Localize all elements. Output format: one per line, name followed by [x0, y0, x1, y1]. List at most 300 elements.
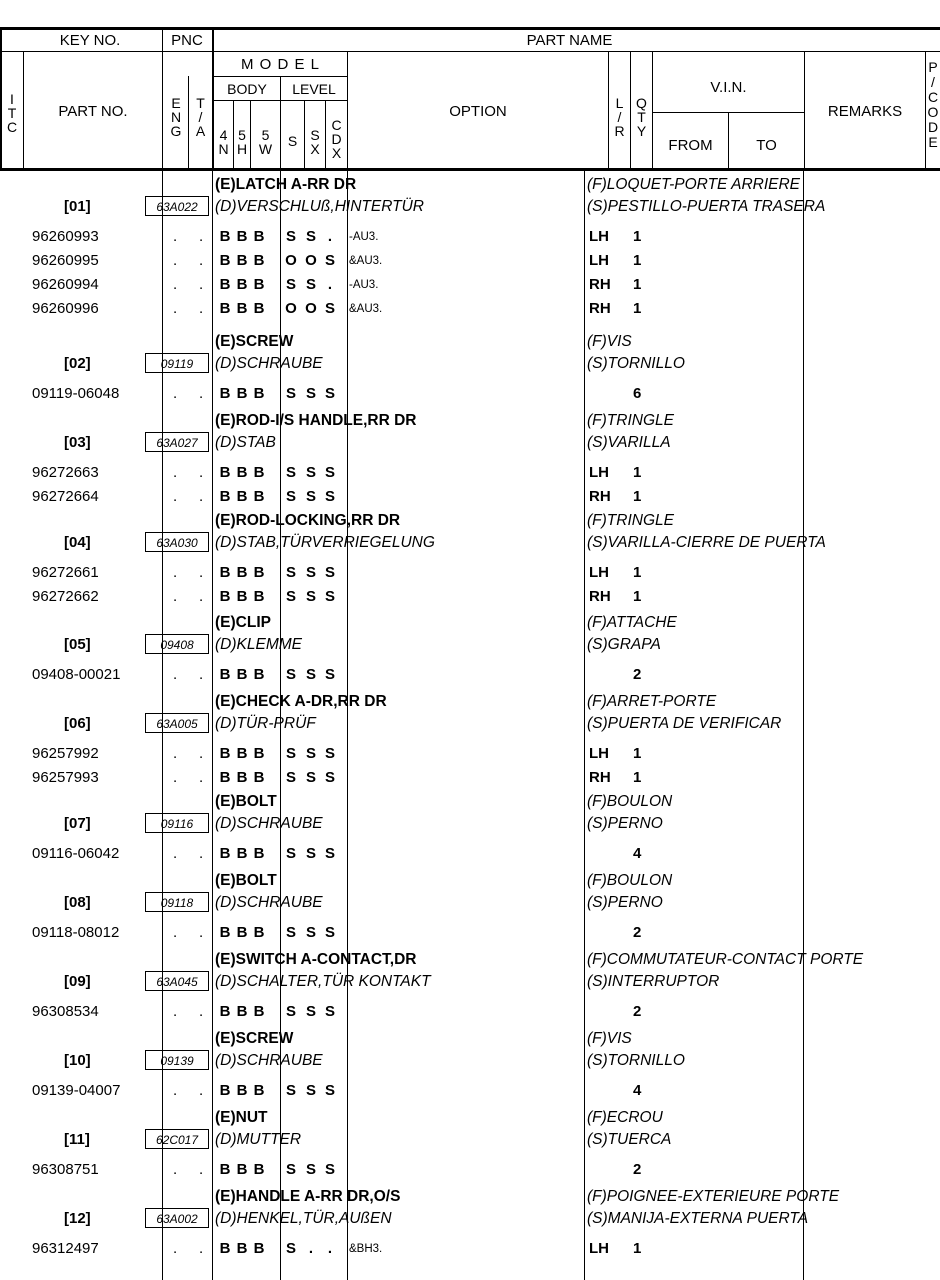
- body-5h-mark: B: [236, 464, 248, 481]
- body-4n-mark: B: [219, 564, 231, 581]
- header-body-4n: 4 N: [218, 127, 229, 157]
- header-option: OPTION: [449, 103, 507, 120]
- body-4n-mark: B: [219, 228, 231, 245]
- part-name-english: (E)BOLT: [215, 872, 277, 889]
- ta-empty: .: [199, 385, 204, 402]
- quantity: 1: [633, 745, 642, 762]
- body-v-option: [584, 168, 585, 1280]
- key-number: [03]: [64, 434, 91, 451]
- part-name-english: (E)NUT: [215, 1109, 268, 1126]
- quantity: 4: [633, 1082, 642, 1099]
- body-5w-mark: B: [253, 488, 265, 505]
- header-level-cdx: C D X: [331, 117, 342, 161]
- part-number: 09139-04007: [32, 1082, 121, 1099]
- table-row: [0, 1161, 940, 1185]
- left-right: RH: [589, 300, 611, 317]
- header-level-sx: S X: [310, 127, 320, 157]
- body-5h-mark: B: [236, 588, 248, 605]
- part-name-spanish: (S)MANIJA-EXTERNA PUERTA: [587, 1210, 809, 1227]
- key-number: [08]: [64, 894, 91, 911]
- quantity: 1: [633, 588, 642, 605]
- part-name-german: (D)MUTTER: [215, 1131, 302, 1148]
- body-5w-mark: B: [253, 252, 265, 269]
- body-5w-mark: B: [253, 464, 265, 481]
- key-number: [12]: [64, 1210, 91, 1227]
- part-name-french: (F)VIS: [587, 1030, 632, 1047]
- level-sx-mark: S: [305, 228, 316, 245]
- key-number: [04]: [64, 534, 91, 551]
- ta-empty: .: [199, 228, 204, 245]
- body-4n-mark: B: [219, 745, 231, 762]
- part-name-english: (E)ROD-I/S HANDLE,RR DR: [215, 412, 417, 429]
- level-s-mark: S: [285, 228, 296, 245]
- table-row: [0, 564, 940, 588]
- eng-empty: .: [173, 252, 178, 269]
- body-5h-mark: B: [236, 924, 248, 941]
- body-5w-mark: B: [253, 228, 265, 245]
- level-sx-mark: S: [305, 666, 316, 683]
- header-top-rule: [0, 27, 940, 30]
- part-number: 96272663: [32, 464, 99, 481]
- pnc-code: 63A022: [145, 196, 209, 216]
- body-4n-mark: B: [219, 1240, 231, 1257]
- level-s-mark: S: [285, 385, 296, 402]
- level-s-mark: S: [285, 276, 296, 293]
- eng-empty: .: [173, 300, 178, 317]
- level-cdx-mark: .: [327, 1240, 333, 1257]
- level-cdx-mark: S: [324, 845, 335, 862]
- level-cdx-mark: S: [324, 252, 335, 269]
- header-rule-1: [0, 51, 940, 52]
- pnc-code: 63A030: [145, 532, 209, 552]
- header-level-s: S: [287, 133, 298, 149]
- header-body-5h: 5 H: [236, 127, 248, 157]
- level-sx-mark: S: [305, 1082, 316, 1099]
- level-sx-mark: O: [305, 300, 317, 317]
- ta-empty: .: [199, 300, 204, 317]
- header-vin-from: FROM: [668, 137, 713, 154]
- level-cdx-mark: S: [324, 666, 335, 683]
- table-row: [0, 666, 940, 690]
- part-name-german: (D)SCHALTER,TÜR KONTAKT: [215, 973, 431, 990]
- level-cdx-mark: S: [324, 488, 335, 505]
- body-5h-mark: B: [236, 1003, 248, 1020]
- eng-empty: .: [173, 564, 178, 581]
- part-number: 96260996: [32, 300, 99, 317]
- header-eng: E N G: [170, 95, 182, 139]
- body-5w-mark: B: [253, 385, 265, 402]
- part-name-french: (F)ARRET-PORTE: [587, 693, 717, 710]
- table-row: [0, 228, 940, 252]
- option-code: -AU3.: [349, 279, 379, 291]
- body-5h-mark: B: [236, 252, 248, 269]
- pnc-code: 63A002: [145, 1208, 209, 1228]
- part-number: 96260994: [32, 276, 99, 293]
- body-5h-mark: B: [236, 845, 248, 862]
- eng-empty: .: [173, 228, 178, 245]
- body-4n-mark: B: [219, 276, 231, 293]
- header-model: M O D E L: [240, 56, 320, 73]
- level-sx-mark: S: [305, 769, 316, 786]
- left-right: RH: [589, 276, 611, 293]
- ta-empty: .: [199, 1003, 204, 1020]
- quantity: 1: [633, 228, 642, 245]
- header-key-no: KEY NO.: [59, 32, 121, 49]
- part-number: 96308534: [32, 1003, 99, 1020]
- body-5h-mark: B: [236, 564, 248, 581]
- table-row: [0, 488, 940, 512]
- part-number: 96312497: [32, 1240, 99, 1257]
- level-sx-mark: S: [305, 276, 316, 293]
- left-right: LH: [589, 464, 609, 481]
- part-name-english: (E)CLIP: [215, 614, 271, 631]
- level-s-mark: S: [285, 845, 296, 862]
- ta-empty: .: [199, 769, 204, 786]
- header-body: BODY: [227, 81, 267, 97]
- ta-empty: .: [199, 845, 204, 862]
- level-sx-mark: S: [305, 385, 316, 402]
- table-row: [0, 1003, 940, 1027]
- table-row: [0, 1082, 940, 1106]
- level-cdx-mark: S: [324, 564, 335, 581]
- table-row: [0, 845, 940, 869]
- pnc-code: 63A027: [145, 432, 209, 452]
- part-name-spanish: (S)PUERTA DE VERIFICAR: [587, 715, 782, 732]
- level-s-mark: S: [285, 564, 296, 581]
- level-cdx-mark: S: [324, 745, 335, 762]
- body-4n-mark: B: [219, 1161, 231, 1178]
- eng-empty: .: [173, 666, 178, 683]
- part-name-spanish: (S)PERNO: [587, 894, 663, 911]
- body-5w-mark: B: [253, 564, 265, 581]
- part-name-german: (D)VERSCHLUß,HINTERTÜR: [215, 198, 424, 215]
- part-name-german: (D)SCHRAUBE: [215, 815, 323, 832]
- part-name-french: (F)POIGNEE-EXTERIEURE PORTE: [587, 1188, 840, 1205]
- level-cdx-mark: S: [324, 1082, 335, 1099]
- header-vin: V.I.N.: [710, 79, 747, 96]
- header-body-5w: 5 W: [258, 127, 273, 157]
- pnc-code: 09139: [145, 1050, 209, 1070]
- eng-empty: .: [173, 588, 178, 605]
- part-name-spanish: (S)GRAPA: [587, 636, 661, 653]
- pnc-code: 09408: [145, 634, 209, 654]
- level-s-mark: O: [285, 300, 297, 317]
- pnc-code: 63A045: [145, 971, 209, 991]
- part-name-english: (E)CHECK A-DR,RR DR: [215, 693, 387, 710]
- part-number: 96272664: [32, 488, 99, 505]
- level-s-mark: S: [285, 488, 296, 505]
- key-number: [09]: [64, 973, 91, 990]
- level-s-mark: S: [285, 666, 296, 683]
- header-level: LEVEL: [292, 81, 336, 97]
- ta-empty: .: [199, 1082, 204, 1099]
- left-right: LH: [589, 1240, 609, 1257]
- key-number: [05]: [64, 636, 91, 653]
- eng-empty: .: [173, 488, 178, 505]
- table-row: [0, 276, 940, 300]
- body-4n-mark: B: [219, 385, 231, 402]
- eng-empty: .: [173, 845, 178, 862]
- body-5w-mark: B: [253, 666, 265, 683]
- level-cdx-mark: S: [324, 300, 335, 317]
- option-code: -AU3.: [349, 231, 379, 243]
- table-row: [0, 300, 940, 324]
- quantity: 1: [633, 769, 642, 786]
- table-row: [0, 588, 940, 612]
- part-name-french: (F)ECROU: [587, 1109, 663, 1126]
- body-5h-mark: B: [236, 276, 248, 293]
- body-4n-mark: B: [219, 1003, 231, 1020]
- part-number: 96308751: [32, 1161, 99, 1178]
- key-number: [06]: [64, 715, 91, 732]
- level-sx-mark: S: [305, 488, 316, 505]
- part-number: 09119-06048: [32, 385, 120, 402]
- level-sx-mark: S: [305, 564, 316, 581]
- left-right: RH: [589, 588, 611, 605]
- body-5w-mark: B: [253, 588, 265, 605]
- table-row: [0, 464, 940, 488]
- pnc-code: 63A005: [145, 713, 209, 733]
- part-number: 96272662: [32, 588, 99, 605]
- level-cdx-mark: .: [327, 276, 333, 293]
- header-qty: Q T Y: [636, 95, 647, 139]
- part-name-english: (E)SCREW: [215, 333, 294, 350]
- eng-empty: .: [173, 1003, 178, 1020]
- body-5h-mark: B: [236, 1161, 248, 1178]
- part-number: 96260995: [32, 252, 99, 269]
- part-name-english: (E)ROD-LOCKING,RR DR: [215, 512, 401, 529]
- eng-empty: .: [173, 1161, 178, 1178]
- quantity: 4: [633, 845, 642, 862]
- table-row: [0, 745, 940, 769]
- eng-empty: .: [173, 385, 178, 402]
- body-4n-mark: B: [219, 588, 231, 605]
- ta-empty: .: [199, 488, 204, 505]
- ta-empty: .: [199, 252, 204, 269]
- quantity: 1: [633, 300, 642, 317]
- level-s-mark: S: [285, 745, 296, 762]
- part-number: 96257993: [32, 769, 99, 786]
- part-name-spanish: (S)PERNO: [587, 815, 663, 832]
- part-name-french: (F)TRINGLE: [587, 512, 674, 529]
- ta-empty: .: [199, 1161, 204, 1178]
- left-right: LH: [589, 252, 609, 269]
- body-5w-mark: B: [253, 1161, 265, 1178]
- body-4n-mark: B: [219, 488, 231, 505]
- body-4n-mark: B: [219, 464, 231, 481]
- body-5h-mark: B: [236, 1240, 248, 1257]
- part-number: 96257992: [32, 745, 99, 762]
- level-sx-mark: S: [305, 1161, 316, 1178]
- level-s-mark: S: [285, 1240, 296, 1257]
- body-4n-mark: B: [219, 769, 231, 786]
- header-pnc: PNC: [171, 32, 203, 49]
- part-name-spanish: (S)INTERRUPTOR: [587, 973, 720, 990]
- table-row: [0, 769, 940, 793]
- part-name-french: (F)BOULON: [587, 872, 673, 889]
- option-code: &AU3.: [349, 303, 383, 315]
- level-sx-mark: S: [305, 845, 316, 862]
- key-number: [07]: [64, 815, 91, 832]
- key-number: [10]: [64, 1052, 91, 1069]
- part-name-german: (D)HENKEL,TÜR,AUßEN: [215, 1210, 392, 1227]
- part-name-german: (D)SCHRAUBE: [215, 1052, 323, 1069]
- body-v-pnc: [212, 168, 213, 1280]
- body-4n-mark: B: [219, 300, 231, 317]
- ta-empty: .: [199, 745, 204, 762]
- key-number: [11]: [64, 1131, 90, 1148]
- body-5w-mark: B: [253, 1240, 265, 1257]
- key-number: [01]: [64, 198, 91, 215]
- level-s-mark: S: [285, 769, 296, 786]
- eng-empty: .: [173, 745, 178, 762]
- level-sx-mark: S: [305, 745, 316, 762]
- body-4n-mark: B: [219, 924, 231, 941]
- header-bottom-rule: [0, 168, 940, 171]
- left-right: LH: [589, 228, 609, 245]
- level-s-mark: S: [285, 924, 296, 941]
- part-name-spanish: (S)VARILLA-CIERRE DE PUERTA: [587, 534, 826, 551]
- level-sx-mark: S: [305, 464, 316, 481]
- level-sx-mark: O: [305, 252, 317, 269]
- ta-empty: .: [199, 588, 204, 605]
- quantity: 6: [633, 385, 642, 402]
- body-5w-mark: B: [253, 924, 265, 941]
- part-number: 96260993: [32, 228, 99, 245]
- part-name-german: (D)KLEMME: [215, 636, 302, 653]
- quantity: 2: [633, 1003, 642, 1020]
- level-sx-mark: S: [305, 588, 316, 605]
- level-cdx-mark: S: [324, 464, 335, 481]
- body-5h-mark: B: [236, 488, 248, 505]
- body-5w-mark: B: [253, 845, 265, 862]
- level-s-mark: S: [285, 1003, 296, 1020]
- eng-empty: .: [173, 769, 178, 786]
- part-name-french: (F)LOQUET-PORTE ARRIERE: [587, 176, 801, 193]
- table-row: [0, 252, 940, 276]
- body-v-model: [347, 168, 348, 1280]
- level-cdx-mark: S: [324, 588, 335, 605]
- body-5w-mark: B: [253, 769, 265, 786]
- quantity: 2: [633, 924, 642, 941]
- header-itc: I T C: [6, 91, 18, 135]
- quantity: 1: [633, 564, 642, 581]
- body-5h-mark: B: [236, 666, 248, 683]
- part-name-french: (F)TRINGLE: [587, 412, 674, 429]
- part-name-german: (D)SCHRAUBE: [215, 355, 323, 372]
- level-cdx-mark: S: [324, 769, 335, 786]
- body-4n-mark: B: [219, 1082, 231, 1099]
- body-5h-mark: B: [236, 769, 248, 786]
- left-right: LH: [589, 564, 609, 581]
- part-name-english: (E)HANDLE A-RR DR,O/S: [215, 1188, 401, 1205]
- left-right: RH: [589, 769, 611, 786]
- body-4n-mark: B: [219, 666, 231, 683]
- part-number: 09118-08012: [32, 924, 120, 941]
- table-row: [0, 924, 940, 948]
- part-name-french: (F)COMMUTATEUR-CONTACT PORTE: [587, 951, 864, 968]
- pnc-code: 09118: [145, 892, 209, 912]
- quantity: 1: [633, 276, 642, 293]
- level-s-mark: S: [285, 464, 296, 481]
- level-sx-mark: S: [305, 1003, 316, 1020]
- part-name-english: (E)SCREW: [215, 1030, 294, 1047]
- left-right: LH: [589, 745, 609, 762]
- quantity: 2: [633, 666, 642, 683]
- part-name-spanish: (S)TORNILLO: [587, 355, 685, 372]
- part-name-spanish: (S)VARILLA: [587, 434, 671, 451]
- eng-empty: .: [173, 924, 178, 941]
- part-number: 96272661: [32, 564, 99, 581]
- body-5h-mark: B: [236, 385, 248, 402]
- header-part-name: PART NAME: [526, 32, 613, 49]
- part-name-french: (F)ATTACHE: [587, 614, 677, 631]
- body-5w-mark: B: [253, 1003, 265, 1020]
- level-sx-mark: .: [308, 1240, 314, 1257]
- option-code: &AU3.: [349, 255, 383, 267]
- header-ta: T / A: [195, 95, 206, 139]
- header-remarks: REMARKS: [827, 103, 903, 120]
- quantity: 1: [633, 252, 642, 269]
- pnc-code: 09119: [145, 353, 209, 373]
- header-lr: L / R: [614, 95, 625, 139]
- part-name-spanish: (S)TORNILLO: [587, 1052, 685, 1069]
- left-right: RH: [589, 488, 611, 505]
- level-sx-mark: S: [305, 924, 316, 941]
- quantity: 1: [633, 488, 642, 505]
- part-number: 09116-06042: [32, 845, 120, 862]
- body-5h-mark: B: [236, 745, 248, 762]
- eng-empty: .: [173, 276, 178, 293]
- pnc-code: 09116: [145, 813, 209, 833]
- part-name-german: (D)STAB: [215, 434, 276, 451]
- part-name-german: (D)SCHRAUBE: [215, 894, 323, 911]
- quantity: 1: [633, 1240, 642, 1257]
- body-5h-mark: B: [236, 1082, 248, 1099]
- pnc-code: 62C017: [145, 1129, 209, 1149]
- level-cdx-mark: S: [324, 1161, 335, 1178]
- level-cdx-mark: .: [327, 228, 333, 245]
- v-part-no: [162, 27, 163, 168]
- level-s-mark: S: [285, 588, 296, 605]
- ta-empty: .: [199, 1240, 204, 1257]
- ta-empty: .: [199, 924, 204, 941]
- header-vin-to: TO: [756, 137, 777, 154]
- body-4n-mark: B: [219, 845, 231, 862]
- ta-empty: .: [199, 666, 204, 683]
- ta-empty: .: [199, 464, 204, 481]
- body-5h-mark: B: [236, 300, 248, 317]
- body-5w-mark: B: [253, 1082, 265, 1099]
- part-number: 09408-00021: [32, 666, 121, 683]
- quantity: 2: [633, 1161, 642, 1178]
- table-row: [0, 385, 940, 409]
- part-name-spanish: (S)TUERCA: [587, 1131, 672, 1148]
- level-s-mark: O: [285, 252, 297, 269]
- body-5w-mark: B: [253, 300, 265, 317]
- level-cdx-mark: S: [324, 385, 335, 402]
- body-5w-mark: B: [253, 745, 265, 762]
- eng-empty: .: [173, 1240, 178, 1257]
- part-name-english: (E)SWITCH A-CONTACT,DR: [215, 951, 417, 968]
- part-name-french: (F)BOULON: [587, 793, 673, 810]
- level-s-mark: S: [285, 1161, 296, 1178]
- body-4n-mark: B: [219, 252, 231, 269]
- quantity: 1: [633, 464, 642, 481]
- header-part-no: PART NO.: [58, 103, 128, 120]
- eng-empty: .: [173, 464, 178, 481]
- level-s-mark: S: [285, 1082, 296, 1099]
